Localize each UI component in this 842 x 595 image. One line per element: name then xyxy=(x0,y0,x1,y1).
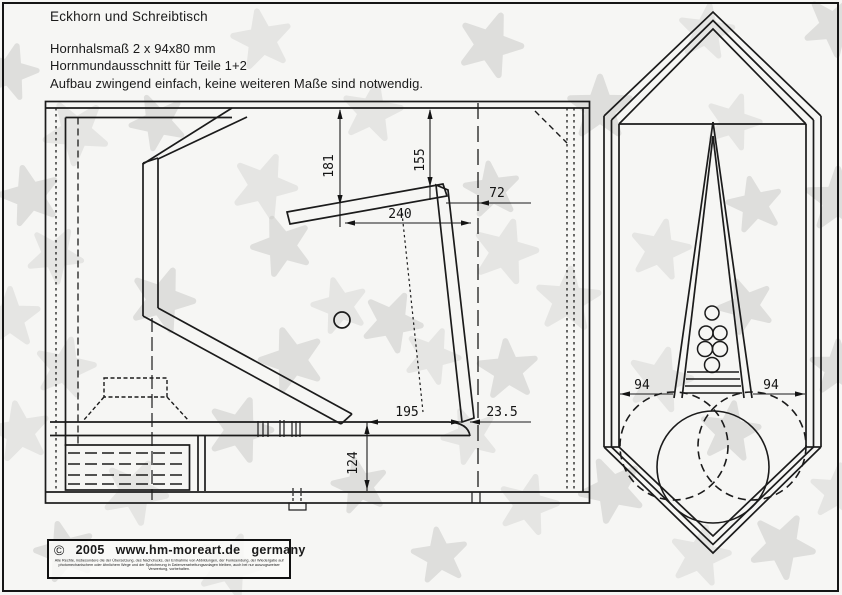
dimension-label-195: 195 xyxy=(395,405,419,420)
dimension-195 xyxy=(368,405,461,425)
copyright-year: 2005 xyxy=(75,543,105,557)
front-view-drawing xyxy=(604,12,821,553)
dimension-label-94-left: 94 xyxy=(634,378,650,393)
front-board xyxy=(402,185,474,422)
dimension-155 xyxy=(413,109,433,200)
copyright-country: germany xyxy=(251,543,306,557)
copyright-line xyxy=(54,542,306,558)
construction-notes xyxy=(50,40,570,92)
note-line-1: Hornhalsmaß 2 x 94x80 mm xyxy=(50,41,216,56)
note-line-2: Hornmundausschnitt für Teile 1+2 xyxy=(50,58,247,74)
dimension-label-240: 240 xyxy=(388,207,412,222)
note-line-3: Aufbau zwingend einfach, keine weiteren Maße sind notwendig. xyxy=(50,75,424,91)
desk-leg xyxy=(198,436,205,491)
copyright-website: www.hm-moreart.de xyxy=(115,543,241,557)
copyright-box xyxy=(47,539,306,579)
driver-circles xyxy=(620,392,806,523)
dimension-181 xyxy=(322,109,343,227)
copyright-icon: © xyxy=(54,542,65,558)
dimension-label-181: 181 xyxy=(322,154,337,178)
dimension-label-23-5: 23.5 xyxy=(486,405,518,420)
screw-holes xyxy=(698,306,728,373)
copyright-fine-print: Alle Rechte, insbesondere die der Übersetzung, des Nachdrucks, der Entnahme von Abbildungen, der Funksendung, der Wiedergabe auf photomechanischem oder ähnlichem Wege und der Speicherung in Datenverarbeitungsanlagen bleiben, auch bei nur auszugsweiser Verwertung, vorbehalten. xyxy=(54,558,284,572)
deflector-board xyxy=(287,184,447,224)
dimension-label-94-right: 94 xyxy=(763,378,779,393)
dimension-72 xyxy=(446,186,531,206)
speaker-driver-hidden xyxy=(83,378,189,421)
corner-cabinet-outline xyxy=(604,12,821,553)
page-title: Eckhorn und Schreibtisch xyxy=(50,9,208,24)
top-right-chamfer-hidden-edge xyxy=(535,111,567,143)
front-view-dimensions xyxy=(620,378,805,397)
dimension-23-5 xyxy=(470,405,531,425)
title-block xyxy=(50,9,570,92)
dimension-label-124: 124 xyxy=(346,451,361,475)
dimension-94-right xyxy=(753,378,805,397)
horn-throat-column xyxy=(674,122,752,398)
throat-ladder xyxy=(684,372,742,393)
dimension-240 xyxy=(345,207,471,226)
dimension-label-72: 72 xyxy=(489,186,505,201)
dimension-label-155: 155 xyxy=(413,148,428,172)
